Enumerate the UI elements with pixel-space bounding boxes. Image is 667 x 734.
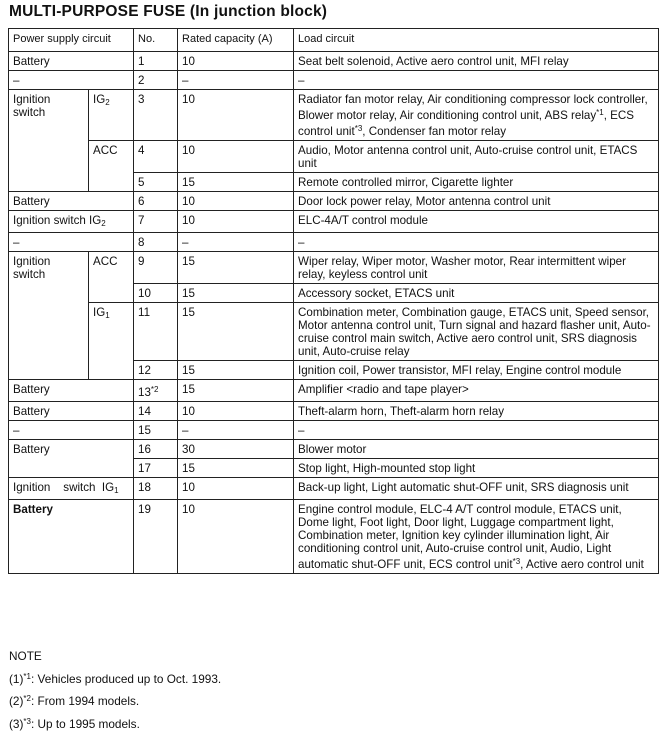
load-cell: Back-up light, Light automatic shut-OFF unit, SRS diagnosis unit bbox=[294, 478, 659, 500]
table-row bbox=[9, 440, 659, 459]
fuse-no-cell: 3 bbox=[134, 90, 178, 141]
load-cell: Amplifier <radio and tape player> bbox=[294, 380, 659, 402]
power-supply-cell: Ignition switch bbox=[9, 252, 89, 380]
rated-cell: 10 bbox=[178, 402, 294, 421]
load-cell: – bbox=[294, 71, 659, 90]
rated-cell: 15 bbox=[178, 173, 294, 192]
load-cell: – bbox=[294, 421, 659, 440]
fuse-table bbox=[8, 28, 659, 574]
load-cell: Seat belt solenoid, Active aero control unit, MFI relay bbox=[294, 52, 659, 71]
table-row bbox=[9, 421, 659, 440]
fuse-no-cell: 2 bbox=[134, 71, 178, 90]
load-cell: Radiator fan motor relay, Air conditioning compressor lock controller, Blower motor relay, Air conditioning control unit, ABS relay$^{*1}$, ECS control unit$^{*3}$, Condenser fan motor relay bbox=[294, 90, 659, 141]
rated-cell: 10 bbox=[178, 90, 294, 141]
power-supply-cell: – bbox=[9, 233, 134, 252]
table-row bbox=[9, 211, 659, 233]
power-supply-cell: Battery bbox=[9, 380, 134, 402]
power-sub-cell: $IG_1$ bbox=[89, 303, 134, 380]
fuse-no-cell: 1 bbox=[134, 52, 178, 71]
table-row bbox=[9, 402, 659, 421]
power-supply-cell: Ignition switch $IG_2$ bbox=[9, 211, 134, 233]
fuse-no-cell: 12 bbox=[134, 361, 178, 380]
fuse-no-cell: 11 bbox=[134, 303, 178, 361]
rated-cell: 15 bbox=[178, 252, 294, 284]
fuse-no-cell: 5 bbox=[134, 173, 178, 192]
table-row bbox=[9, 478, 659, 500]
table-row bbox=[9, 90, 659, 141]
rated-cell: 10 bbox=[178, 141, 294, 173]
fuse-no-cell: 10 bbox=[134, 284, 178, 303]
note-item: $(2)^{*2}$: From 1994 models. bbox=[9, 689, 221, 712]
fuse-no-cell: 9 bbox=[134, 252, 178, 284]
fuse-no-cell: 19 bbox=[134, 500, 178, 574]
load-cell: ELC-4A/T control module bbox=[294, 211, 659, 233]
fuse-no-cell: 13$^{*2}$ bbox=[134, 380, 178, 402]
header-power-supply: Power supply circuit bbox=[9, 29, 134, 52]
rated-cell: 10 bbox=[178, 478, 294, 500]
load-cell: Engine control module, ELC-4 A/T control module, ETACS unit, Dome light, Foot light, Door light, Luggage compartment light, Combination meter, Ignition key cylinder illumination light, Air conditioning control unit, Auto-cruise control unit, Audio, Light automatic shut-OFF unit, ECS control unit$^{*3}$, Active aero control unit bbox=[294, 500, 659, 574]
power-sub-cell: ACC bbox=[89, 141, 134, 192]
power-sub-cell: $IG_2$ bbox=[89, 90, 134, 141]
rated-cell: – bbox=[178, 421, 294, 440]
load-cell: Combination meter, Combination gauge, ETACS unit, Speed sensor, Motor antenna control unit, Turn signal and hazard flasher unit, Auto-cruise control main switch, Active aero control unit, SRS diagnosis unit, Auto-cruise relay bbox=[294, 303, 659, 361]
notes-section bbox=[9, 646, 221, 734]
power-supply-cell: Ignition switch $IG_1$ bbox=[9, 478, 134, 500]
power-sub-cell: ACC bbox=[89, 252, 134, 303]
rated-cell: 10 bbox=[178, 211, 294, 233]
table-row bbox=[9, 380, 659, 402]
power-supply-cell: Ignition switch bbox=[9, 90, 89, 192]
rated-cell: 10 bbox=[178, 52, 294, 71]
load-cell: Door lock power relay, Motor antenna control unit bbox=[294, 192, 659, 211]
fuse-no-cell: 8 bbox=[134, 233, 178, 252]
header-rated: Rated capacity (A) bbox=[178, 29, 294, 52]
fuse-no-cell: 14 bbox=[134, 402, 178, 421]
power-supply-cell: – bbox=[9, 421, 134, 440]
fuse-no-cell: 16 bbox=[134, 440, 178, 459]
table-row bbox=[9, 233, 659, 252]
rated-cell: 30 bbox=[178, 440, 294, 459]
fuse-no-cell: 18 bbox=[134, 478, 178, 500]
load-cell: Theft-alarm horn, Theft-alarm horn relay bbox=[294, 402, 659, 421]
rated-cell: 15 bbox=[178, 380, 294, 402]
fuse-no-cell: 7 bbox=[134, 211, 178, 233]
power-supply-cell: Battery bbox=[9, 500, 134, 574]
fuse-no-cell: 4 bbox=[134, 141, 178, 173]
notes-heading: NOTE bbox=[9, 646, 221, 667]
table-row bbox=[9, 500, 659, 574]
rated-cell: – bbox=[178, 71, 294, 90]
table-row bbox=[9, 303, 659, 361]
table-header-row bbox=[9, 29, 659, 52]
table-row bbox=[9, 52, 659, 71]
load-cell: – bbox=[294, 233, 659, 252]
power-supply-cell: – bbox=[9, 71, 134, 90]
power-supply-cell: Battery bbox=[9, 52, 134, 71]
table-row bbox=[9, 141, 659, 173]
note-item: $(1)^{*1}$: Vehicles produced up to Oct. 1993. bbox=[9, 667, 221, 690]
load-cell: Audio, Motor antenna control unit, Auto-cruise control unit, ETACS unit bbox=[294, 141, 659, 173]
load-cell: Stop light, High-mounted stop light bbox=[294, 459, 659, 478]
load-cell: Accessory socket, ETACS unit bbox=[294, 284, 659, 303]
power-supply-cell: Battery bbox=[9, 192, 134, 211]
fuse-no-cell: 6 bbox=[134, 192, 178, 211]
load-cell: Ignition coil, Power transistor, MFI relay, Engine control module bbox=[294, 361, 659, 380]
rated-cell: 10 bbox=[178, 500, 294, 574]
rated-cell: 10 bbox=[178, 192, 294, 211]
fuse-no-cell: 15 bbox=[134, 421, 178, 440]
rated-cell: 15 bbox=[178, 459, 294, 478]
page-title: MULTI-PURPOSE FUSE (In junction block) bbox=[9, 3, 327, 21]
table-row bbox=[9, 192, 659, 211]
power-supply-cell: Battery bbox=[9, 402, 134, 421]
rated-cell: 15 bbox=[178, 361, 294, 380]
table-row bbox=[9, 252, 659, 284]
load-cell: Wiper relay, Wiper motor, Washer motor, Rear intermittent wiper relay, keyless control unit bbox=[294, 252, 659, 284]
rated-cell: – bbox=[178, 233, 294, 252]
load-cell: Blower motor bbox=[294, 440, 659, 459]
note-item: $(3)^{*3}$: Up to 1995 models. bbox=[9, 712, 221, 734]
power-supply-cell: Battery bbox=[9, 440, 134, 478]
rated-cell: 15 bbox=[178, 284, 294, 303]
header-no: No. bbox=[134, 29, 178, 52]
table-row bbox=[9, 71, 659, 90]
load-cell: Remote controlled mirror, Cigarette lighter bbox=[294, 173, 659, 192]
rated-cell: 15 bbox=[178, 303, 294, 361]
fuse-no-cell: 17 bbox=[134, 459, 178, 478]
header-load: Load circuit bbox=[294, 29, 659, 52]
